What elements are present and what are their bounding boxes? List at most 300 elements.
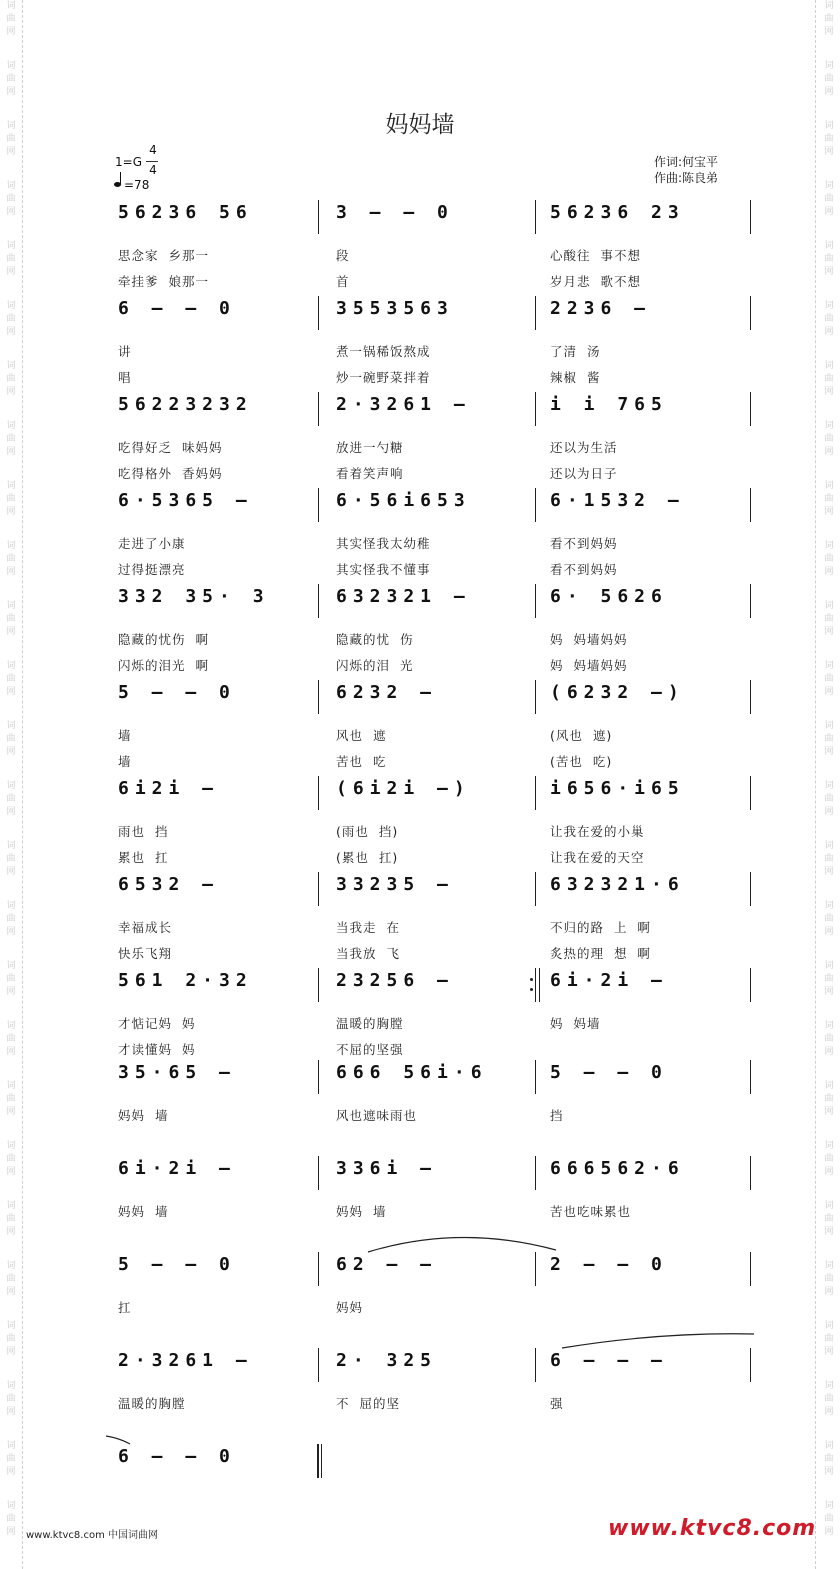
watermark-char: 词 — [824, 1501, 834, 1511]
watermark-char: 网 — [6, 747, 16, 757]
watermark-gap — [822, 999, 836, 1020]
watermark-char: 词 — [824, 1321, 834, 1331]
watermark-gap — [4, 1239, 18, 1260]
lyric-verse-2: 还以为日子 — [550, 466, 618, 481]
left-watermark-column — [4, 0, 18, 1569]
watermark-char: 网 — [824, 1467, 834, 1477]
lyric-verse-1: 强 — [550, 1396, 564, 1411]
tie-arc-row13 — [560, 1330, 756, 1352]
measure-notes: (6i2i –) — [336, 778, 471, 799]
measure-notes: 332 35· 3 — [118, 586, 270, 607]
measure-notes: 2 – – 0 — [550, 1254, 668, 1275]
lyric-verse-2: 当我放 飞 — [336, 946, 400, 961]
watermark-char: 曲 — [6, 1334, 16, 1344]
watermark-gap — [4, 939, 18, 960]
lyric-verse-2: 炒一碗野菜拌着 — [336, 370, 431, 385]
watermark-char: 曲 — [6, 1394, 16, 1404]
watermark-char: 曲 — [824, 674, 834, 684]
watermark-char: 网 — [6, 1347, 16, 1357]
lyric-verse-2: 累也 扛 — [118, 850, 169, 865]
watermark-char: 网 — [6, 1047, 16, 1057]
watermark-char: 词 — [824, 721, 834, 731]
watermark-char: 词 — [824, 61, 834, 71]
watermark-gap — [4, 819, 18, 840]
watermark-gap — [4, 699, 18, 720]
measure-notes: 3553563 — [336, 298, 454, 319]
watermark-char: 曲 — [6, 74, 16, 84]
watermark-char: 曲 — [824, 74, 834, 84]
left-page-border — [22, 0, 23, 1569]
watermark-char: 词 — [824, 961, 834, 971]
lyric-verse-1: 风也遮味雨也 — [336, 1108, 418, 1123]
watermark-char: 曲 — [824, 974, 834, 984]
watermark-char: 网 — [6, 987, 16, 997]
measure-notes: i i 765 — [550, 394, 668, 415]
barline — [318, 488, 319, 522]
lyric-verse-2: 其实怪我不懂事 — [336, 562, 431, 577]
watermark-char: 曲 — [824, 614, 834, 624]
watermark-char: 网 — [824, 387, 834, 397]
lyric-verse-1: 不 屈的坚 — [336, 1396, 400, 1411]
watermark-char: 词 — [824, 481, 834, 491]
repeat-dot — [530, 988, 533, 991]
watermark-char: 曲 — [824, 1394, 834, 1404]
lyric-verse-2: 才读懂妈 妈 — [118, 1042, 196, 1057]
watermark-char: 网 — [824, 687, 834, 697]
lyric-verse-2: 辣椒 酱 — [550, 370, 601, 385]
watermark-gap — [4, 1539, 18, 1560]
watermark-char: 曲 — [6, 734, 16, 744]
lyric-verse-2: 快乐飞翔 — [118, 946, 173, 961]
watermark-char: 词 — [824, 1141, 834, 1151]
measure-notes: 5 – – 0 — [118, 1254, 236, 1275]
measure-notes: 6 – – 0 — [118, 298, 236, 319]
measure-notes: 6532 – — [118, 874, 220, 895]
watermark-gap — [4, 879, 18, 900]
watermark-char: 网 — [824, 447, 834, 457]
barline — [750, 392, 751, 426]
measure-notes: 56236 56 — [118, 202, 253, 223]
barline — [750, 1060, 751, 1094]
measure-notes: 6 – – – — [550, 1350, 668, 1371]
watermark-char: 网 — [6, 1467, 16, 1477]
watermark-char: 词 — [824, 121, 834, 131]
watermark-char: 网 — [6, 1227, 16, 1237]
watermark-char: 曲 — [824, 1334, 834, 1344]
lyric-verse-1: 挡 — [550, 1108, 564, 1123]
watermark-char: 曲 — [6, 1454, 16, 1464]
barline — [318, 296, 319, 330]
lyric-verse-2: 闪烁的泪光 啊 — [118, 658, 209, 673]
lyric-verse-1: 吃得好乏 味妈妈 — [118, 440, 223, 455]
watermark-char: 曲 — [6, 314, 16, 324]
final-barline-thin — [321, 1444, 322, 1478]
lyric-verse-1: 雨也 挡 — [118, 824, 169, 839]
watermark-char: 词 — [6, 601, 16, 611]
watermark-char: 词 — [824, 661, 834, 671]
watermark-char: 网 — [824, 1167, 834, 1177]
watermark-char: 曲 — [824, 314, 834, 324]
watermark-char: 网 — [6, 27, 16, 37]
watermark-gap — [4, 639, 18, 660]
watermark-char: 网 — [6, 207, 16, 217]
watermark-char: 词 — [6, 1081, 16, 1091]
watermark-char: 词 — [824, 1261, 834, 1271]
barline — [750, 584, 751, 618]
watermark-char: 网 — [6, 507, 16, 517]
watermark-char: 网 — [824, 1107, 834, 1117]
watermark-gap — [4, 1059, 18, 1080]
lyric-verse-1: 让我在爱的小巢 — [550, 824, 645, 839]
watermark-char: 词 — [6, 721, 16, 731]
watermark-char: 曲 — [6, 1034, 16, 1044]
measure-notes: 6232 – — [336, 682, 438, 703]
lyric-verse-1: 妈妈 墙 — [118, 1108, 169, 1123]
lyric-verse-2: 妈 妈墙妈妈 — [550, 658, 628, 673]
watermark-char: 词 — [824, 421, 834, 431]
watermark-gap — [4, 1179, 18, 1200]
watermark-char: 曲 — [824, 1454, 834, 1464]
barline — [535, 584, 536, 618]
watermark-char: 网 — [6, 1107, 16, 1117]
barline — [318, 1348, 319, 1382]
watermark-char: 词 — [6, 1441, 16, 1451]
measure-notes: 632321 – — [336, 586, 471, 607]
watermark-char: 词 — [6, 241, 16, 251]
barline — [318, 200, 319, 234]
watermark-char: 网 — [824, 1407, 834, 1417]
watermark-char: 词 — [6, 61, 16, 71]
watermark-char: 曲 — [6, 194, 16, 204]
song-title: 妈妈墙 — [385, 112, 455, 138]
watermark-char: 词 — [824, 841, 834, 851]
lyric-verse-2: 苦也 吃 — [336, 754, 387, 769]
watermark-char: 词 — [824, 1, 834, 11]
watermark-gap — [822, 219, 836, 240]
watermark-char: 词 — [824, 1441, 834, 1451]
watermark-char: 网 — [6, 867, 16, 877]
watermark-char: 曲 — [824, 434, 834, 444]
watermark-char: 曲 — [824, 14, 834, 24]
watermark-gap — [822, 1299, 836, 1320]
barline — [535, 1060, 536, 1094]
lyric-verse-2: (苦也 吃) — [550, 754, 613, 769]
watermark-char: 词 — [6, 301, 16, 311]
watermark-char: 网 — [824, 1287, 834, 1297]
watermark-char: 网 — [824, 747, 834, 757]
watermark-char: 网 — [824, 1047, 834, 1057]
lyric-verse-1: (雨也 挡) — [336, 824, 399, 839]
footer-site-text: www.ktvc8.com 中国词曲网 — [26, 1530, 159, 1541]
watermark-char: 词 — [824, 781, 834, 791]
watermark-char: 词 — [6, 661, 16, 671]
measure-notes: 5 – – 0 — [550, 1062, 668, 1083]
lyric-verse-1: 放进一勺糖 — [336, 440, 404, 455]
watermark-char: 词 — [824, 301, 834, 311]
lyricist-credit: 作词:何宝平 — [654, 155, 719, 169]
watermark-char: 曲 — [824, 794, 834, 804]
watermark-gap — [822, 1539, 836, 1560]
barline — [535, 968, 536, 1002]
watermark-char: 网 — [824, 807, 834, 817]
watermark-char: 曲 — [824, 134, 834, 144]
lyric-verse-2: 吃得格外 香妈妈 — [118, 466, 223, 481]
tempo-mark: =78 — [124, 178, 150, 192]
watermark-char: 曲 — [824, 854, 834, 864]
barline — [750, 296, 751, 330]
barline — [750, 680, 751, 714]
lyric-verse-2: 炙热的理 想 啊 — [550, 946, 651, 961]
watermark-gap — [822, 879, 836, 900]
lyric-verse-1: 其实怪我太幼稚 — [336, 536, 431, 551]
watermark-char: 词 — [824, 241, 834, 251]
watermark-char: 网 — [6, 627, 16, 637]
watermark-char: 词 — [6, 1501, 16, 1511]
watermark-char: 网 — [6, 1527, 16, 1537]
watermark-char: 曲 — [6, 254, 16, 264]
barline — [318, 1060, 319, 1094]
watermark-char: 曲 — [824, 254, 834, 264]
watermark-char: 网 — [824, 207, 834, 217]
lyric-verse-1: 不归的路 上 啊 — [550, 920, 651, 935]
watermark-char: 曲 — [6, 134, 16, 144]
lyric-verse-2: 过得挺漂亮 — [118, 562, 186, 577]
watermark-char: 曲 — [824, 1154, 834, 1164]
measure-notes: 6· 5626 — [550, 586, 668, 607]
watermark-char: 曲 — [6, 1154, 16, 1164]
lyric-verse-1: 才惦记妈 妈 — [118, 1016, 196, 1031]
barline — [535, 488, 536, 522]
measure-notes: 5 – – 0 — [118, 682, 236, 703]
lyric-verse-1: 煮一锅稀饭熬成 — [336, 344, 431, 359]
barline — [318, 968, 319, 1002]
barline — [535, 1252, 536, 1286]
lyric-verse-1: 讲 — [118, 344, 132, 359]
lyric-verse-2: (累也 扛) — [336, 850, 399, 865]
measure-notes: 6·1532 – — [550, 490, 685, 511]
watermark-gap — [4, 279, 18, 300]
watermark-char: 曲 — [6, 854, 16, 864]
watermark-char: 网 — [6, 147, 16, 157]
watermark-char: 曲 — [6, 554, 16, 564]
watermark-char: 词 — [6, 1021, 16, 1031]
lyric-verse-1: 了清 汤 — [550, 344, 601, 359]
measure-notes: 6i·2i – — [118, 1158, 236, 1179]
watermark-char: 网 — [6, 567, 16, 577]
watermark-char: 曲 — [824, 1214, 834, 1224]
lyric-verse-1: 幸福成长 — [118, 920, 173, 935]
watermark-char: 词 — [6, 781, 16, 791]
watermark-char: 词 — [824, 601, 834, 611]
watermark-char: 网 — [6, 1407, 16, 1417]
watermark-char: 词 — [6, 1201, 16, 1211]
watermark-char: 曲 — [824, 194, 834, 204]
watermark-char: 网 — [824, 867, 834, 877]
watermark-gap — [4, 1359, 18, 1380]
watermark-char: 网 — [6, 687, 16, 697]
lyric-verse-1: (风也 遮) — [550, 728, 613, 743]
final-barline — [317, 1444, 319, 1478]
lyric-verse-1: 隐藏的忧伤 啊 — [118, 632, 209, 647]
watermark-gap — [822, 339, 836, 360]
watermark-char: 词 — [824, 1081, 834, 1091]
measure-notes: 2·3261 – — [336, 394, 471, 415]
watermark-char: 曲 — [6, 14, 16, 24]
watermark-char: 词 — [6, 1381, 16, 1391]
lyric-verse-1: 妈 妈墙妈妈 — [550, 632, 628, 647]
measure-notes: 6i·2i – — [550, 970, 668, 991]
watermark-char: 词 — [6, 1261, 16, 1271]
watermark-char: 词 — [6, 1, 16, 11]
barline — [318, 1156, 319, 1190]
watermark-gap — [822, 1239, 836, 1260]
measure-notes: 2236 – — [550, 298, 652, 319]
lyric-verse-2: 看着笑声响 — [336, 466, 404, 481]
watermark-char: 网 — [6, 1167, 16, 1177]
barline — [750, 968, 751, 1002]
lyric-verse-1: 思念家 乡那一 — [118, 248, 209, 263]
barline — [318, 1252, 319, 1286]
lyric-verse-2: 闪烁的泪 光 — [336, 658, 414, 673]
watermark-char: 网 — [824, 1227, 834, 1237]
watermark-char: 网 — [6, 387, 16, 397]
watermark-char: 曲 — [824, 734, 834, 744]
watermark-char: 曲 — [6, 614, 16, 624]
measure-notes: 666 56i·6 — [336, 1062, 488, 1083]
watermark-gap — [822, 399, 836, 420]
quarter-note-icon — [114, 182, 121, 187]
watermark-gap — [822, 579, 836, 600]
barline — [750, 488, 751, 522]
watermark-char: 词 — [6, 481, 16, 491]
barline — [535, 872, 536, 906]
watermark-gap — [822, 759, 836, 780]
watermark-char: 网 — [6, 267, 16, 277]
measure-notes: 336i – — [336, 1158, 438, 1179]
watermark-gap — [4, 759, 18, 780]
lyric-verse-2: 让我在爱的天空 — [550, 850, 645, 865]
watermark-char: 曲 — [824, 1514, 834, 1524]
barline — [750, 1156, 751, 1190]
barline — [535, 776, 536, 810]
watermark-gap — [822, 1179, 836, 1200]
watermark-char: 曲 — [6, 374, 16, 384]
watermark-char: 词 — [824, 1381, 834, 1391]
watermark-char: 词 — [824, 1021, 834, 1031]
lyric-verse-2: 墙 — [118, 754, 132, 769]
watermark-char: 网 — [6, 807, 16, 817]
watermark-char: 曲 — [6, 1094, 16, 1104]
barline — [750, 776, 751, 810]
barline — [535, 200, 536, 234]
watermark-char: 网 — [824, 507, 834, 517]
measure-notes: 33235 – — [336, 874, 454, 895]
lyric-verse-1: 风也 遮 — [336, 728, 387, 743]
lyric-verse-1: 当我走 在 — [336, 920, 400, 935]
watermark-char: 曲 — [824, 914, 834, 924]
measure-notes: 666562·6 — [550, 1158, 685, 1179]
watermark-gap — [822, 279, 836, 300]
watermark-char: 网 — [6, 927, 16, 937]
watermark-char: 网 — [824, 87, 834, 97]
lyric-verse-1: 妈妈 — [336, 1300, 364, 1315]
watermark-gap — [822, 639, 836, 660]
watermark-char: 网 — [824, 627, 834, 637]
watermark-char: 曲 — [824, 494, 834, 504]
watermark-gap — [4, 219, 18, 240]
watermark-gap — [4, 159, 18, 180]
barline — [750, 200, 751, 234]
lyric-verse-2: 唱 — [118, 370, 132, 385]
lyric-verse-1: 看不到妈妈 — [550, 536, 618, 551]
watermark-char: 网 — [6, 447, 16, 457]
watermark-char: 词 — [6, 841, 16, 851]
watermark-char: 网 — [6, 327, 16, 337]
lyric-verse-1: 段 — [336, 248, 350, 263]
lyric-verse-1: 扛 — [118, 1300, 132, 1315]
watermark-gap — [4, 399, 18, 420]
watermark-gap — [822, 939, 836, 960]
watermark-char: 词 — [6, 901, 16, 911]
watermark-char: 网 — [824, 327, 834, 337]
watermark-char: 曲 — [6, 494, 16, 504]
right-watermark-column — [822, 0, 836, 1569]
watermark-char: 曲 — [824, 1034, 834, 1044]
lyric-verse-1: 妈妈 墙 — [336, 1204, 387, 1219]
watermark-char: 曲 — [6, 794, 16, 804]
barline — [535, 296, 536, 330]
measure-notes: 2·3261 – — [118, 1350, 253, 1371]
lyric-verse-1: 妈妈 墙 — [118, 1204, 169, 1219]
repeat-barline — [539, 968, 540, 1002]
lyric-verse-1: 心酸往 事不想 — [550, 248, 641, 263]
watermark-char: 网 — [824, 987, 834, 997]
watermark-char: 词 — [6, 421, 16, 431]
watermark-char: 词 — [6, 961, 16, 971]
watermark-gap — [822, 159, 836, 180]
lyric-verse-1: 还以为生活 — [550, 440, 618, 455]
watermark-gap — [822, 39, 836, 60]
lyric-verse-2: 牵挂爹 娘那一 — [118, 274, 209, 289]
barline — [535, 1156, 536, 1190]
watermark-char: 词 — [6, 121, 16, 131]
lyric-verse-2: 岁月悲 歌不想 — [550, 274, 641, 289]
measure-notes: 6·56i653 — [336, 490, 471, 511]
watermark-char: 词 — [824, 181, 834, 191]
watermark-char: 网 — [824, 927, 834, 937]
measure-notes: 632321·6 — [550, 874, 685, 895]
lyric-verse-2: 首 — [336, 274, 350, 289]
watermark-gap — [822, 819, 836, 840]
watermark-char: 词 — [824, 361, 834, 371]
barline — [318, 776, 319, 810]
watermark-gap — [4, 1119, 18, 1140]
watermark-gap — [822, 519, 836, 540]
watermark-char: 曲 — [824, 374, 834, 384]
measure-notes: 2· 325 — [336, 1350, 438, 1371]
watermark-char: 曲 — [824, 554, 834, 564]
watermark-char: 词 — [6, 361, 16, 371]
watermark-char: 词 — [824, 1201, 834, 1211]
right-page-border — [815, 0, 816, 1569]
watermark-char: 曲 — [6, 1274, 16, 1284]
watermark-char: 曲 — [6, 1214, 16, 1224]
key-signature: 1=G — [115, 155, 142, 169]
lyric-verse-2: 不屈的坚强 — [336, 1042, 404, 1057]
barline — [535, 392, 536, 426]
watermark-char: 网 — [6, 87, 16, 97]
measure-notes: (6232 –) — [550, 682, 685, 703]
